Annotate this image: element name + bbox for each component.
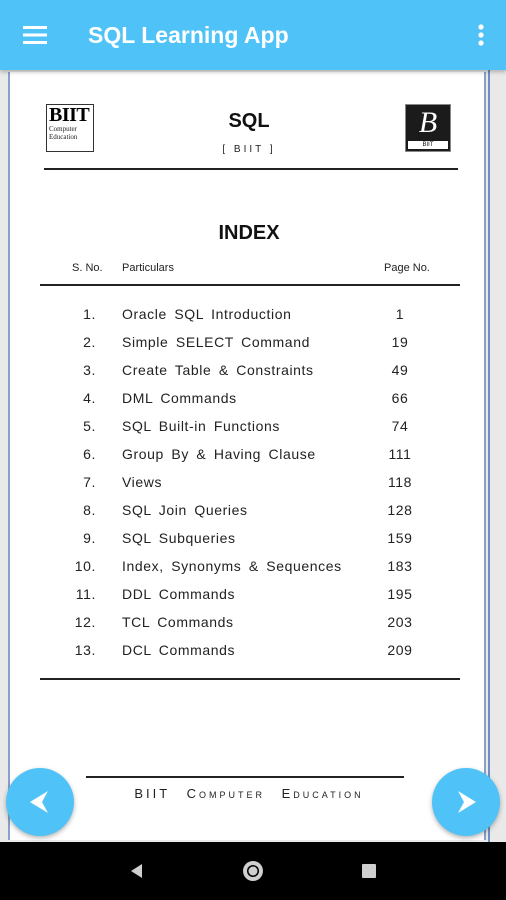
table-top-rule	[40, 284, 460, 286]
prev-page-button[interactable]	[6, 768, 74, 836]
index-row	[10, 614, 488, 634]
row-title: Index, Synonyms & Sequences	[122, 558, 342, 574]
row-number: 7.	[83, 474, 96, 490]
home-circle-icon[interactable]	[241, 859, 265, 883]
b-monogram-logo	[405, 104, 451, 152]
header-divider	[44, 168, 458, 170]
back-triangle-icon[interactable]	[128, 862, 146, 880]
index-row	[10, 474, 488, 494]
hamburger-icon[interactable]	[0, 0, 70, 70]
document-page	[8, 72, 486, 840]
next-page-button[interactable]	[432, 768, 500, 836]
row-page: 128	[387, 502, 413, 518]
pdf-viewer[interactable]	[0, 70, 506, 842]
row-title: SQL Join Queries	[122, 502, 248, 518]
row-number: 11.	[75, 586, 96, 602]
row-number: 2.	[83, 334, 96, 350]
page-edge-line	[488, 70, 490, 842]
row-page: 66	[391, 390, 409, 406]
row-page: 111	[388, 446, 412, 462]
row-number: 10.	[74, 558, 96, 574]
index-row	[10, 306, 488, 326]
more-vertical-icon[interactable]	[456, 0, 506, 70]
row-number: 6.	[83, 446, 96, 462]
system-navigation-bar	[0, 842, 506, 900]
index-row	[10, 586, 488, 606]
index-row	[10, 390, 488, 410]
b-monogram-letter: B	[418, 106, 438, 139]
row-page: 195	[387, 586, 413, 602]
row-title: DCL Commands	[122, 642, 236, 658]
row-page: 74	[391, 418, 409, 434]
b-monogram-caption: BIIT	[408, 141, 448, 149]
footer-text: BIIT Computer Education	[134, 786, 364, 801]
biit-logo-line2: Education	[49, 133, 78, 141]
index-row	[10, 558, 488, 578]
header-sno: S. No.	[72, 262, 103, 274]
row-number: 12.	[74, 614, 96, 630]
index-row	[10, 334, 488, 354]
biit-logo-line1: Computer	[49, 125, 77, 133]
row-page: 183	[387, 558, 413, 574]
index-row	[10, 446, 488, 466]
row-title: Simple SELECT Command	[122, 334, 310, 350]
index-row	[10, 642, 488, 662]
row-title: Oracle SQL Introduction	[122, 306, 292, 322]
row-page: 118	[387, 474, 413, 490]
row-page: 209	[387, 642, 413, 658]
app-bar	[0, 0, 506, 70]
recents-square-icon[interactable]	[360, 862, 378, 880]
row-title: Create Table & Constraints	[122, 362, 314, 378]
row-title: SQL Built-in Functions	[122, 418, 280, 434]
index-row	[10, 502, 488, 522]
row-title: Group By & Having Clause	[122, 446, 316, 462]
header-page: Page No.	[384, 262, 430, 274]
row-title: TCL Commands	[122, 614, 234, 630]
row-number: 3.	[83, 362, 96, 378]
document-title: SQL	[228, 110, 270, 132]
footer-rule	[86, 776, 404, 778]
row-number: 13.	[74, 642, 96, 658]
row-page: 159	[387, 530, 413, 546]
row-title: DDL Commands	[122, 586, 236, 602]
index-row	[10, 418, 488, 438]
row-title: Views	[122, 474, 163, 490]
row-number: 4.	[83, 390, 96, 406]
document-subtitle: [ BIIT ]	[222, 144, 276, 155]
row-page: 203	[387, 614, 413, 630]
arrow-right-icon	[452, 788, 480, 816]
index-row	[10, 530, 488, 550]
biit-logo-text: BIIT	[49, 104, 90, 126]
row-page: 49	[391, 362, 409, 378]
row-page: 19	[391, 334, 409, 350]
row-number: 5.	[83, 418, 96, 434]
row-number: 9.	[83, 530, 96, 546]
arrow-left-icon	[26, 788, 54, 816]
row-page: 1	[395, 306, 405, 322]
row-number: 8.	[83, 502, 96, 518]
app-title: SQL Learning App	[88, 21, 289, 48]
row-number: 1.	[83, 306, 96, 322]
index-row	[10, 362, 488, 382]
index-title: INDEX	[218, 222, 280, 244]
row-title: DML Commands	[122, 390, 237, 406]
row-title: SQL Subqueries	[122, 530, 236, 546]
table-bottom-rule	[40, 678, 460, 680]
header-particulars: Particulars	[122, 262, 174, 274]
